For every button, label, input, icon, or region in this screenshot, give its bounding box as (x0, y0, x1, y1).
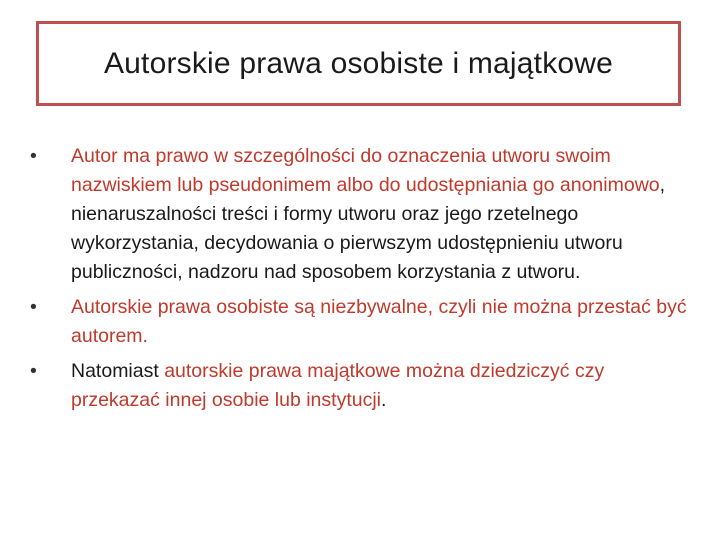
bullet-3-period: . (381, 389, 387, 411)
slide-title: Autorskie prawa osobiste i majątkowe (103, 46, 614, 80)
bullet-1-text: , nienaruszalności treści i formy utworu oraz jego rzetelnego wykorzystania, decydowania o pierwszym udostępnieniu utworu publiczności, nadzoru nad sposobem korzystania z utworu. (71, 174, 666, 283)
title-box (36, 21, 681, 106)
bullet-item (30, 142, 696, 287)
bullet-3-red-text: autorskie prawa majątkowe można dziedziczyć czy przekazać innej osobie lub instytucji (71, 360, 605, 411)
bullet-item (30, 293, 696, 351)
bullet-item (30, 357, 696, 415)
bullet-2-red-text: Autorskie prawa osobiste są niezbywalne, czyli nie można przestać być autorem. (71, 296, 687, 347)
bullet-dot: • (30, 296, 37, 318)
bullet-3-lead-text: Natomiast (71, 360, 165, 382)
bullet-dot: • (30, 145, 37, 167)
bullet-list (30, 142, 696, 421)
bullet-dot: • (30, 360, 37, 382)
bullet-1-red-text: Autor ma prawo w szczególności do oznaczenia utworu swoim nazwiskiem lub pseudonimem albo do udostępniania go anonimowo (71, 145, 660, 196)
